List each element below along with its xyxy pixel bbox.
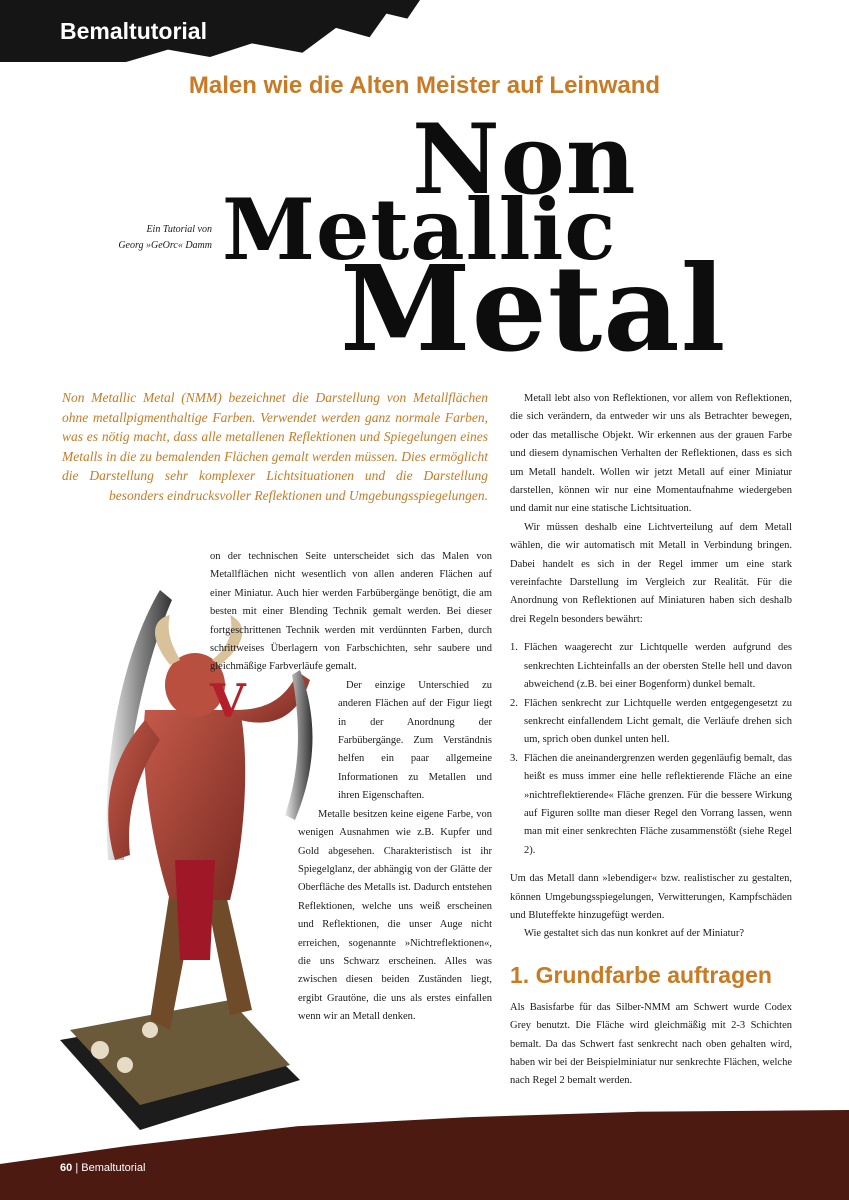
byline-author: Georg »GeOrc« Damm bbox=[118, 240, 212, 251]
skull-3 bbox=[142, 1022, 158, 1038]
loincloth bbox=[175, 860, 215, 960]
rule-text: Flächen die aneinandergrenzen werden gegenläufig bemalt, das heißt es muss immer eine helle reflektierende Fläche an eine »nichtreflektierende« Fläche grenzen. Für die bessere Wirkung auf Figuren sollte man dieser Regel den Vorrang lassen, wenn man mit einer senkrechten Fläche zusammenstößt (siehe Regel 2). bbox=[524, 752, 792, 856]
footer-separator: | bbox=[75, 1162, 79, 1174]
skull-2 bbox=[117, 1057, 133, 1073]
rule-item bbox=[510, 750, 792, 860]
page-number: 60 bbox=[60, 1162, 73, 1174]
drop-cap: V bbox=[210, 674, 246, 728]
rule-item bbox=[510, 639, 792, 694]
title-line-1: Non bbox=[412, 103, 637, 216]
title-line-3: Metal bbox=[340, 239, 727, 378]
col1-paragraph-1: on der technischen Seite unterscheidet sich das Malen von Metallflächen nicht wesentlich von allen anderen Flächen auf einer Miniatur. Auch hier werden Farbübergänge benötigt, die am besten mit einer Blending Technik gemalt werden. Bei dieser fortgeschrittenen Technik werden mit verdünnten Farben, durch schrittweises Überlagern von Farbschichten, sehr saubere und gleichmäßige Farbverläufe gemalt. bbox=[210, 551, 492, 673]
page-footer bbox=[60, 1162, 145, 1174]
rule-text: Flächen waagerecht zur Lichtquelle werden aufgrund des senkrechten Lichteinfalls an der obersten Stelle hell und davon abweichend (z.B. bei einer Bogenform) dunkel bemalt. bbox=[524, 642, 792, 691]
section-label: Bemaltutorial bbox=[60, 18, 207, 44]
column-2 bbox=[510, 390, 792, 1091]
col2-paragraph-1: Metall lebt also von Reflektionen, vor allem von Reflektionen, die sich verändern, da entweder wir uns als Betrachter bewegen, oder das metallische Objekt. Wir erkennen aus der grauen Farbe und diesem dynamischen Verhalten der Reflektionen, dass es sich um Metall handelt. Wollen wir jetzt Metall auf einer Miniatur darstellen, können wir nur eine Momentaufnahme wiedergeben und damit nur eine statische Lichtsituation. bbox=[510, 393, 792, 515]
col2-paragraph-3: Um das Metall dann »lebendiger« bzw. realistischer zu gestalten, können Umgebungsspiegelungen, Verwitterungen, Kampfschäden und Bluteffekte hinzugefügt werden. bbox=[510, 873, 792, 921]
column-1 bbox=[210, 548, 492, 1027]
skull-1 bbox=[91, 1041, 109, 1059]
rule-number: 3. bbox=[510, 752, 518, 764]
section-heading: 1. Grundfarbe auftragen bbox=[510, 961, 772, 988]
col2-paragraph-5: Als Basisfarbe für das Silber-NMM am Schwert wurde Codex Grey benutzt. Die Fläche wird gleichmäßig mit 2-3 Schichten bemalt. Da das Schwert fast senkrecht nach oben gehalten wird, haben wir bei der Beispielminiatur nur senkrechte Flächen, welche nach Regel 2 bemalt werden. bbox=[510, 1001, 792, 1087]
byline-line-1: Ein Tutorial von bbox=[146, 224, 212, 235]
rule-item bbox=[510, 695, 792, 750]
col2-paragraph-4: Wie gestaltet sich das nun konkret auf der Miniatur? bbox=[524, 928, 745, 940]
col1-paragraph-2: Der einzige Unterschied zu anderen Flächen auf der Figur liegt in der Anordnung der Farbübergänge. Zum Verständnis helfen ein paar allgemeine Informationen zu Metallen und ihren Eigenschaften. bbox=[338, 679, 492, 802]
rules-list bbox=[510, 639, 792, 860]
left-horn bbox=[155, 615, 180, 665]
title-line-2: Metallic bbox=[222, 180, 617, 279]
rule-text: Flächen senkrecht zur Lichtquelle werden entgegengesetzt zu senkrecht einfallendem Licht gemalt, die Verläufe drehen sich um, sprich oben dunkel unten hell. bbox=[524, 697, 792, 746]
col2-paragraph-2: Wir müssen deshalb eine Lichtverteilung auf dem Metall wählen, die wir automatisch mit Metall in Verbindung bringen. Dabei handelt es sich in der Regel immer um eine stark vereinfachte Darstellung im Vergleich zur Realität. Für die Anordnung von Reflektionen auf Miniaturen haben sich deshalb drei Regeln besonders bewährt: bbox=[510, 521, 792, 625]
article-subtitle: Malen wie die Alten Meister auf Leinwand bbox=[188, 72, 661, 99]
intro-paragraph: Non Metallic Metal (NMM) bezeichnet die Darstellung von Metallflächen ohne metallpigmenthaltige Farben. Verwendet werden ganz normale Farben, was es nötig macht, dass alle metallenen Reflektionen und Spiegelungen eines Metalls in die zu bemalenden Flächen gemalt werden müssen. Dies ermöglicht die Darstellung sehr komplexer Lichtsituationen und die Darstellung besonders eindrucksvoller Reflektionen und Umgebungsspiegelungen. bbox=[62, 390, 488, 503]
byline bbox=[60, 222, 212, 254]
rule-number: 2. bbox=[510, 697, 518, 709]
col1-paragraph-3: Metalle besitzen keine eigene Farbe, von wenigen Ausnahmen wie z.B. Kupfer und Gold abgesehen. Charakteristisch ist ihr Spiegelglanz, der abhängig von der Glätte der Oberfläche des Metalls ist. Dadurch entstehen Reflektionen, welche uns weiß erscheinen und Reflektionen, die unser Auge nicht erreichen, sogenannte »Nichtreflektionen«, die uns Schwarz erscheinen. Alles was zwischen diesen beiden Zuständen liegt, ergibt Grautöne, die uns als erstes einfallen wenn wir an Metall denken. bbox=[298, 808, 492, 1023]
rule-number: 1. bbox=[510, 642, 518, 654]
footer-section: Bemaltutorial bbox=[81, 1162, 146, 1174]
